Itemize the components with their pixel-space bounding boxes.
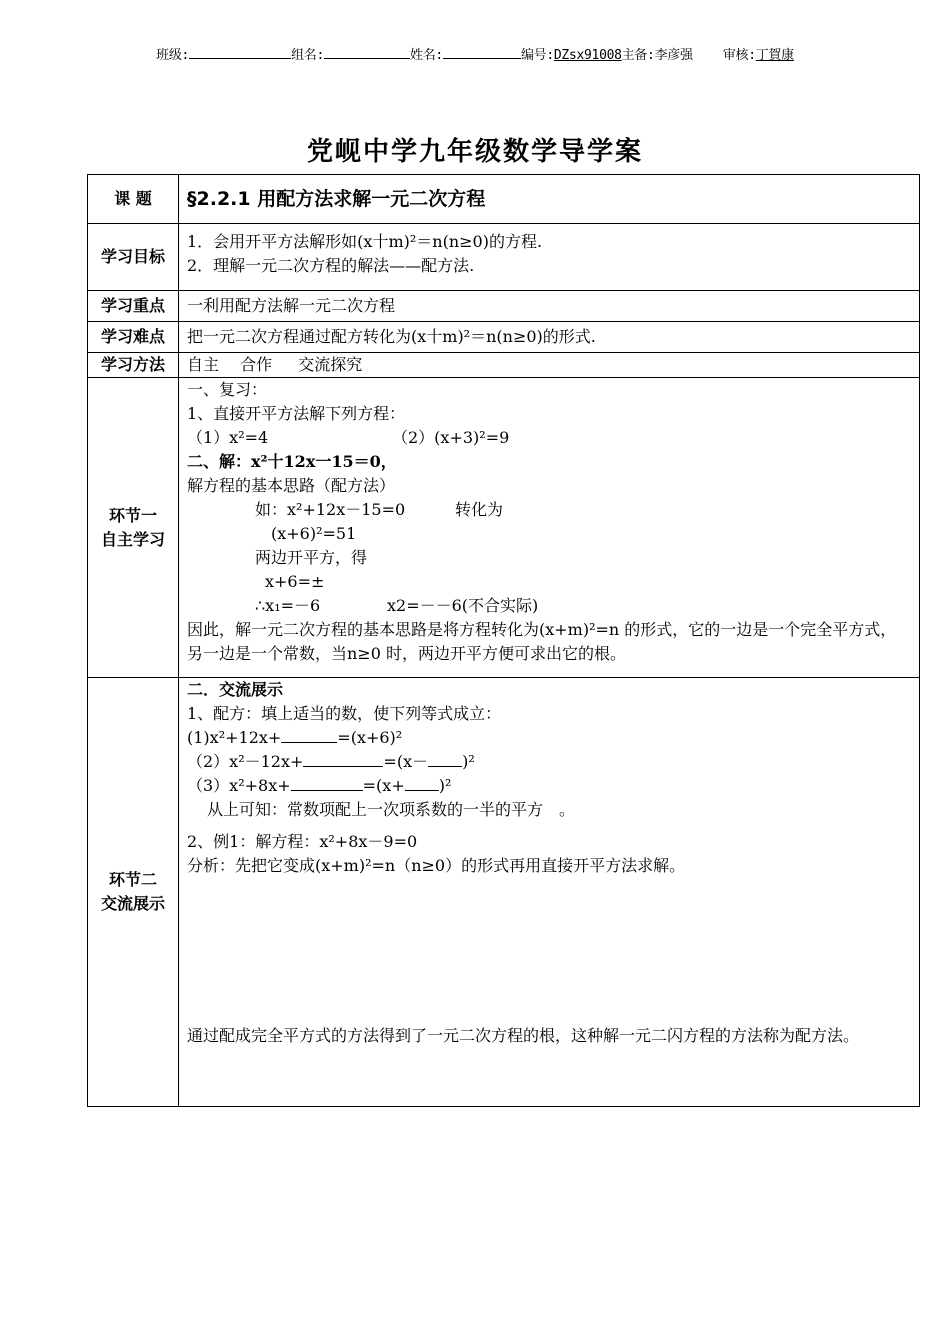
name-label: 姓名: bbox=[410, 48, 443, 63]
row-difficulty bbox=[88, 322, 920, 353]
s2-line-7: 2、例1：解方程：x²+8x－9=0 bbox=[187, 832, 418, 851]
s2-line-3 bbox=[187, 726, 911, 750]
reviewer-label: 审核: bbox=[722, 48, 756, 63]
s2-line-2: 1、配方：填上适当的数，使下列等式成立： bbox=[187, 704, 502, 723]
s2-eq3-left: （3）x²+8x+ bbox=[187, 776, 291, 795]
section-1-label-line2: 自主学习 bbox=[100, 529, 165, 549]
s1-line-3 bbox=[187, 426, 911, 450]
answer-blank-2[interactable] bbox=[303, 751, 383, 767]
class-blank[interactable] bbox=[189, 46, 291, 59]
section-1-label bbox=[88, 378, 179, 678]
topic-label: 课 题 bbox=[88, 175, 179, 224]
answer-blank-1[interactable] bbox=[281, 727, 337, 743]
s2-line-4 bbox=[187, 750, 911, 774]
topic-content: §2.2.1 用配方法求解一元二次方程 bbox=[179, 175, 920, 224]
preparer: 主备:李彦强 bbox=[621, 48, 693, 63]
answer-blank-4[interactable] bbox=[291, 775, 363, 791]
section-1-label-line1: 环节一 bbox=[108, 505, 157, 525]
s1-line-5: 解方程的基本思路（配方法） bbox=[187, 476, 396, 495]
reviewer-value: 丁賀康 bbox=[755, 48, 794, 63]
s2-eq2-mid: =(x－ bbox=[383, 752, 429, 771]
focus-label: 学习重点 bbox=[88, 291, 179, 322]
s1-root-1: ∴x₁=－6 bbox=[255, 596, 321, 615]
goal-1: 1．会用开平方法解形如(x十m)²＝n(n≥0)的方程. bbox=[187, 232, 543, 251]
section-2-label-line2: 交流展示 bbox=[100, 894, 165, 913]
section-2-label-line1: 环节二 bbox=[108, 870, 157, 889]
s2-eq1-left: (1)x²+12x+ bbox=[187, 728, 282, 747]
s2-line-8: 分析：先把它变成(x+m)²=n（n≥0）的形式再用直接开平方法求解。 bbox=[187, 856, 686, 875]
difficulty-label: 学习难点 bbox=[88, 322, 179, 353]
s1-eq-1: （1）x²=4 bbox=[187, 428, 269, 447]
s1-line-7: (x+6)²=51 bbox=[271, 524, 357, 543]
goals-label: 学习目标 bbox=[88, 224, 179, 291]
s1-line-10 bbox=[187, 594, 911, 618]
difficulty-content: 把一元二次方程通过配方转化为(x十m)²＝n(n≥0)的形式. bbox=[179, 322, 920, 353]
s2-eq2-right: )² bbox=[462, 752, 475, 771]
s2-conclusion: 通过配成完全平方式的方法得到了一元二次方程的根，这种解一元二闪方程的方法称为配方法。 bbox=[187, 1026, 860, 1045]
lesson-table bbox=[87, 174, 920, 1107]
number-label: 编号: bbox=[520, 48, 554, 63]
answer-blank-5[interactable] bbox=[405, 775, 439, 791]
class-label: 班级: bbox=[156, 48, 190, 63]
focus-content: 一利用配方法解一元二次方程 bbox=[179, 291, 920, 322]
s2-line-6: 从上可知：常数项配上一次项系数的一半的平方 。 bbox=[207, 800, 576, 819]
header-line bbox=[0, 44, 950, 63]
s1-line-9: x+6=± bbox=[265, 572, 325, 591]
method-label: 学习方法 bbox=[88, 353, 179, 378]
row-section-2 bbox=[88, 678, 920, 1107]
group-label: 组名: bbox=[291, 48, 325, 63]
s1-line-1: 一、复习： bbox=[187, 380, 268, 399]
s1-root-2: x2=－－6(不合实际) bbox=[387, 596, 539, 615]
name-blank[interactable] bbox=[443, 46, 521, 59]
goal-2: 2．理解一元二次方程的解法——配方法. bbox=[187, 256, 475, 275]
row-topic bbox=[88, 175, 920, 224]
s1-line-6 bbox=[187, 498, 911, 522]
s2-eq3-right: )² bbox=[438, 776, 452, 795]
row-method bbox=[88, 353, 920, 378]
number-value: DZsx91008 bbox=[553, 48, 622, 63]
s2-eq1-right: =(x+6)² bbox=[337, 728, 403, 747]
method-content: 自主 合作 交流探究 bbox=[179, 353, 920, 378]
row-focus bbox=[88, 291, 920, 322]
group-blank[interactable] bbox=[324, 46, 410, 59]
s2-eq2-left: （2）x²－12x+ bbox=[187, 752, 304, 771]
s1-line-4: 二、解：x²十12x一15＝0， bbox=[187, 452, 397, 471]
goals-content bbox=[179, 224, 920, 291]
s1-example-eq: 如：x²+12x－15=0 bbox=[255, 500, 406, 519]
row-section-1 bbox=[88, 378, 920, 678]
row-goals bbox=[88, 224, 920, 291]
answer-blank-3[interactable] bbox=[428, 751, 462, 767]
page-title: 党岘中学九年级数学导学案 bbox=[306, 137, 643, 167]
s1-conclusion: 因此，解一元二次方程的基本思路是将方程转化为(x+m)²=n 的形式，它的一边是一个完全平方式，另一边是一个常数，当n≥0 时，两边开平方便可求出它的根。 bbox=[187, 620, 897, 663]
section-2-label bbox=[88, 678, 179, 1107]
s2-line-1: 二．交流展示 bbox=[187, 680, 284, 699]
s1-eq-2: （2）(x+3)²=9 bbox=[392, 428, 510, 447]
s1-transform: 转化为 bbox=[455, 500, 504, 519]
section-2-content bbox=[179, 678, 920, 1107]
s1-line-8: 两边开平方，得 bbox=[255, 548, 368, 567]
s2-line-5 bbox=[187, 774, 911, 798]
s1-line-2: 1、直接开平方法解下列方程： bbox=[187, 404, 406, 423]
s2-eq3-mid: =(x+ bbox=[362, 776, 405, 795]
work-space[interactable] bbox=[187, 878, 911, 1024]
section-1-content bbox=[179, 378, 920, 678]
